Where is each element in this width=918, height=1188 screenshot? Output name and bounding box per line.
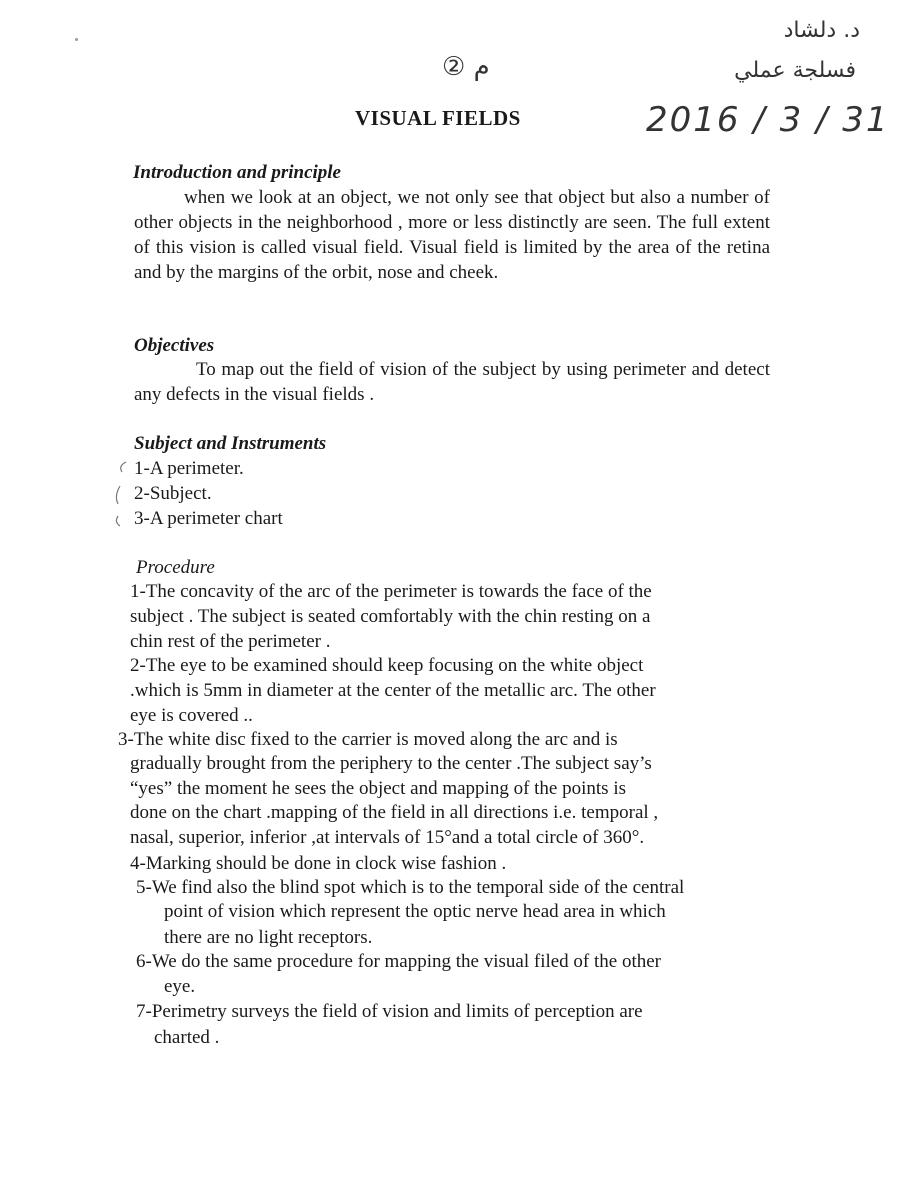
intro-heading: Introduction and principle (133, 162, 341, 183)
handwritten-date: 2016 / 3 / 31 (646, 100, 890, 140)
procedure-line: 7-Perimetry surveys the field of vision and limits of perception are (136, 1001, 643, 1022)
objectives-heading: Objectives (134, 335, 215, 356)
procedure-line: eye is covered .. (130, 705, 253, 726)
procedure-line: “yes” the moment he sees the object and mapping of the points is (130, 778, 626, 799)
procedure-line: gradually brought from the periphery to the center .The subject say’s (130, 753, 652, 774)
procedure-line: 2-The eye to be examined should keep focusing on the white object (130, 655, 644, 676)
objectives-paragraph: To map out the field of vision of the subject by using perimeter and detect any defects in the visual fields . (134, 359, 770, 405)
scan-speck (75, 38, 78, 41)
procedure-heading: Procedure (136, 557, 215, 578)
handwritten-course-name: فسلجة عملي (734, 58, 856, 83)
page-title: VISUAL FIELDS (355, 106, 521, 130)
procedure-line: eye. (164, 976, 196, 997)
procedure-line: 1-The concavity of the arc of the perimeter is towards the face of the (130, 581, 652, 602)
instrument-item: 2-Subject. (134, 483, 212, 504)
procedure-line: point of vision which represent the optic nerve head area in which (164, 901, 666, 922)
procedure-line: 6-We do the same procedure for mapping the visual filed of the other (136, 951, 662, 972)
procedure-line: 5-We find also the blind spot which is to the temporal side of the central (136, 877, 685, 898)
procedure-line: 4-Marking should be done in clock wise fashion . (130, 853, 507, 874)
procedure-line: subject . The subject is seated comfortably with the chin resting on a (130, 606, 651, 627)
instrument-item: 3-A perimeter chart (134, 508, 283, 529)
handwritten-bracket-mark (112, 458, 134, 528)
procedure-line: .which is 5mm in diameter at the center of the metallic arc. The other (130, 680, 656, 701)
procedure-line: 3-The white disc fixed to the carrier is moved along the arc and is (118, 729, 618, 750)
handwritten-instructor-name: د. دلشاد (783, 18, 860, 43)
procedure-line: done on the chart .mapping of the field in all directions i.e. temporal , (130, 802, 659, 823)
procedure-line: there are no light receptors. (164, 927, 373, 948)
instrument-item: 1-A perimeter. (134, 458, 244, 479)
instruments-heading: Subject and Instruments (134, 433, 327, 454)
procedure-line: nasal, superior, inferior ,at intervals of 15°and a total circle of 360°. (130, 827, 645, 848)
procedure-line: charted . (154, 1027, 220, 1048)
intro-paragraph: when we look at an object, we not only see that object but also a number of other objects in the neighborhood , more or less distinctly are seen. The full extent of this vision is called visual field. Visual field is limited by the area of the retina and by the margins of the orbit, nose and cheek. (134, 187, 770, 283)
handwritten-lecture-mark: م ② (442, 52, 490, 82)
procedure-line: chin rest of the perimeter . (130, 631, 331, 652)
